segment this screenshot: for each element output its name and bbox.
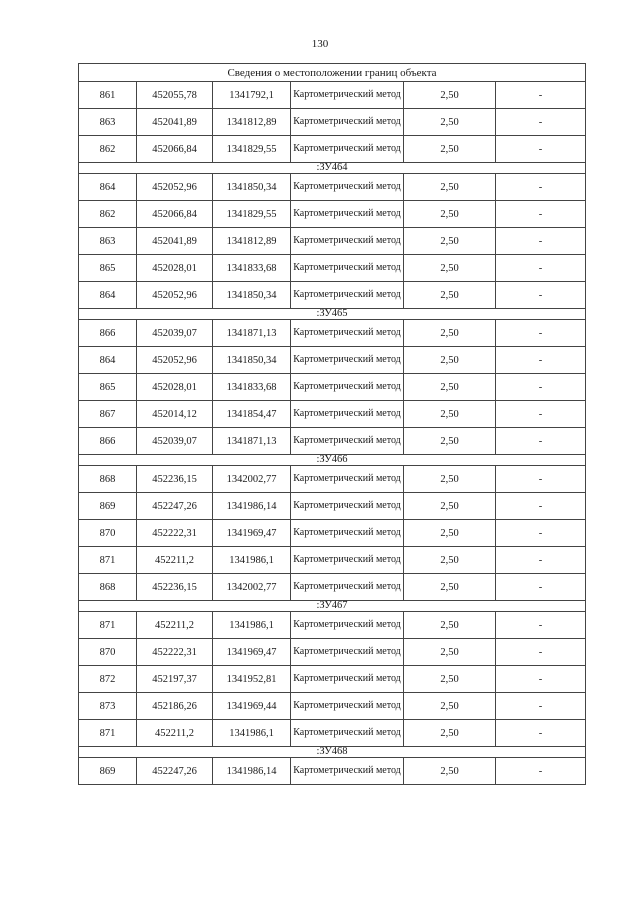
- table-row: [79, 758, 586, 785]
- note-cell: -: [496, 320, 586, 347]
- coordinate-x-cell: 452041,89: [137, 109, 213, 136]
- table-row: [79, 255, 586, 282]
- table-row: [79, 574, 586, 601]
- section-title: :ЗУ464: [79, 163, 586, 174]
- accuracy-cell: 2,50: [404, 255, 496, 282]
- point-number-cell: 871: [79, 612, 137, 639]
- coordinate-x-cell: 452197,37: [137, 666, 213, 693]
- section-title: :ЗУ465: [79, 309, 586, 320]
- point-number-cell: 863: [79, 109, 137, 136]
- coordinate-x-cell: 452222,31: [137, 520, 213, 547]
- point-number-cell: 862: [79, 136, 137, 163]
- coordinate-y-cell: 1341854,47: [213, 401, 291, 428]
- accuracy-cell: 2,50: [404, 612, 496, 639]
- note-cell: -: [496, 466, 586, 493]
- accuracy-cell: 2,50: [404, 174, 496, 201]
- coordinate-y-cell: 1341829,55: [213, 201, 291, 228]
- accuracy-cell: 2,50: [404, 347, 496, 374]
- coordinate-x-cell: 452236,15: [137, 466, 213, 493]
- table-header-row: [79, 64, 586, 82]
- coordinate-x-cell: 452236,15: [137, 574, 213, 601]
- page-number: 130: [311, 38, 329, 50]
- coordinate-x-cell: 452066,84: [137, 136, 213, 163]
- accuracy-cell: 2,50: [404, 374, 496, 401]
- table-row: [79, 109, 586, 136]
- section-title: :ЗУ466: [79, 455, 586, 466]
- coordinate-x-cell: 452028,01: [137, 255, 213, 282]
- coordinate-y-cell: 1342002,77: [213, 466, 291, 493]
- section-row: [79, 747, 586, 758]
- method-cell: Картометрический метод: [291, 466, 404, 493]
- point-number-cell: 866: [79, 428, 137, 455]
- coordinate-y-cell: 1341850,34: [213, 174, 291, 201]
- table-row: [79, 493, 586, 520]
- method-cell: Картометрический метод: [291, 428, 404, 455]
- table-row: [79, 612, 586, 639]
- accuracy-cell: 2,50: [404, 639, 496, 666]
- note-cell: -: [496, 228, 586, 255]
- point-number-cell: 863: [79, 228, 137, 255]
- coordinate-y-cell: 1341833,68: [213, 374, 291, 401]
- section-row: [79, 455, 586, 466]
- table-row: [79, 693, 586, 720]
- coordinate-y-cell: 1341792,1: [213, 82, 291, 109]
- note-cell: -: [496, 136, 586, 163]
- accuracy-cell: 2,50: [404, 720, 496, 747]
- coordinate-y-cell: 1342002,77: [213, 574, 291, 601]
- accuracy-cell: 2,50: [404, 201, 496, 228]
- coordinate-x-cell: 452052,96: [137, 347, 213, 374]
- accuracy-cell: 2,50: [404, 574, 496, 601]
- coordinate-x-cell: 452186,26: [137, 693, 213, 720]
- note-cell: -: [496, 174, 586, 201]
- method-cell: Картометрический метод: [291, 201, 404, 228]
- coordinate-x-cell: 452039,07: [137, 320, 213, 347]
- note-cell: -: [496, 639, 586, 666]
- section-row: [79, 309, 586, 320]
- boundary-table: [78, 63, 586, 785]
- method-cell: Картометрический метод: [291, 347, 404, 374]
- coordinate-x-cell: 452041,89: [137, 228, 213, 255]
- point-number-cell: 862: [79, 201, 137, 228]
- point-number-cell: 867: [79, 401, 137, 428]
- coordinate-y-cell: 1341986,1: [213, 612, 291, 639]
- accuracy-cell: 2,50: [404, 666, 496, 693]
- section-row: [79, 163, 586, 174]
- point-number-cell: 864: [79, 282, 137, 309]
- table-row: [79, 282, 586, 309]
- point-number-cell: 871: [79, 547, 137, 574]
- note-cell: -: [496, 374, 586, 401]
- method-cell: Картометрический метод: [291, 136, 404, 163]
- coordinate-x-cell: 452014,12: [137, 401, 213, 428]
- table-header: Сведения о местоположении границ объекта: [79, 64, 586, 82]
- method-cell: Картометрический метод: [291, 720, 404, 747]
- accuracy-cell: 2,50: [404, 466, 496, 493]
- coordinate-y-cell: 1341829,55: [213, 136, 291, 163]
- coordinate-x-cell: 452222,31: [137, 639, 213, 666]
- coordinate-x-cell: 452052,96: [137, 174, 213, 201]
- note-cell: -: [496, 347, 586, 374]
- table-row: [79, 136, 586, 163]
- table-row: [79, 428, 586, 455]
- point-number-cell: 861: [79, 82, 137, 109]
- coordinate-y-cell: 1341952,81: [213, 666, 291, 693]
- note-cell: -: [496, 520, 586, 547]
- table-row: [79, 201, 586, 228]
- method-cell: Картометрический метод: [291, 758, 404, 785]
- note-cell: -: [496, 612, 586, 639]
- accuracy-cell: 2,50: [404, 228, 496, 255]
- table-row: [79, 82, 586, 109]
- note-cell: -: [496, 493, 586, 520]
- point-number-cell: 871: [79, 720, 137, 747]
- section-row: [79, 601, 586, 612]
- coordinate-x-cell: 452211,2: [137, 612, 213, 639]
- point-number-cell: 869: [79, 493, 137, 520]
- note-cell: -: [496, 255, 586, 282]
- method-cell: Картометрический метод: [291, 693, 404, 720]
- method-cell: Картометрический метод: [291, 666, 404, 693]
- coordinate-y-cell: 1341986,1: [213, 720, 291, 747]
- coordinate-y-cell: 1341969,47: [213, 520, 291, 547]
- table-row: [79, 228, 586, 255]
- table-row: [79, 666, 586, 693]
- note-cell: -: [496, 82, 586, 109]
- point-number-cell: 870: [79, 639, 137, 666]
- coordinate-x-cell: 452028,01: [137, 374, 213, 401]
- method-cell: Картометрический метод: [291, 282, 404, 309]
- point-number-cell: 870: [79, 520, 137, 547]
- point-number-cell: 865: [79, 255, 137, 282]
- note-cell: -: [496, 109, 586, 136]
- point-number-cell: 864: [79, 174, 137, 201]
- note-cell: -: [496, 547, 586, 574]
- method-cell: Картометрический метод: [291, 255, 404, 282]
- coordinate-x-cell: 452066,84: [137, 201, 213, 228]
- method-cell: Картометрический метод: [291, 639, 404, 666]
- section-title: :ЗУ468: [79, 747, 586, 758]
- note-cell: -: [496, 401, 586, 428]
- accuracy-cell: 2,50: [404, 493, 496, 520]
- point-number-cell: 866: [79, 320, 137, 347]
- method-cell: Картометрический метод: [291, 174, 404, 201]
- note-cell: -: [496, 574, 586, 601]
- table-row: [79, 466, 586, 493]
- table-row: [79, 374, 586, 401]
- table-row: [79, 639, 586, 666]
- table-row: [79, 320, 586, 347]
- method-cell: Картометрический метод: [291, 547, 404, 574]
- method-cell: Картометрический метод: [291, 401, 404, 428]
- accuracy-cell: 2,50: [404, 428, 496, 455]
- table-row: [79, 547, 586, 574]
- method-cell: Картометрический метод: [291, 520, 404, 547]
- accuracy-cell: 2,50: [404, 282, 496, 309]
- accuracy-cell: 2,50: [404, 758, 496, 785]
- point-number-cell: 864: [79, 347, 137, 374]
- accuracy-cell: 2,50: [404, 547, 496, 574]
- table-row: [79, 347, 586, 374]
- section-title: :ЗУ467: [79, 601, 586, 612]
- note-cell: -: [496, 428, 586, 455]
- accuracy-cell: 2,50: [404, 401, 496, 428]
- method-cell: Картометрический метод: [291, 82, 404, 109]
- coordinate-y-cell: 1341850,34: [213, 282, 291, 309]
- point-number-cell: 872: [79, 666, 137, 693]
- method-cell: Картометрический метод: [291, 493, 404, 520]
- note-cell: -: [496, 666, 586, 693]
- coordinate-x-cell: 452247,26: [137, 758, 213, 785]
- coordinate-x-cell: 452039,07: [137, 428, 213, 455]
- method-cell: Картометрический метод: [291, 612, 404, 639]
- method-cell: Картометрический метод: [291, 109, 404, 136]
- table-row: [79, 401, 586, 428]
- method-cell: Картометрический метод: [291, 320, 404, 347]
- coordinate-y-cell: 1341871,13: [213, 320, 291, 347]
- coordinate-x-cell: 452247,26: [137, 493, 213, 520]
- coordinate-y-cell: 1341871,13: [213, 428, 291, 455]
- coordinate-x-cell: 452052,96: [137, 282, 213, 309]
- note-cell: -: [496, 693, 586, 720]
- point-number-cell: 873: [79, 693, 137, 720]
- accuracy-cell: 2,50: [404, 109, 496, 136]
- coordinate-y-cell: 1341850,34: [213, 347, 291, 374]
- coordinate-y-cell: 1341986,14: [213, 758, 291, 785]
- method-cell: Картометрический метод: [291, 374, 404, 401]
- coordinate-y-cell: 1341986,14: [213, 493, 291, 520]
- coordinate-y-cell: 1341812,89: [213, 228, 291, 255]
- accuracy-cell: 2,50: [404, 320, 496, 347]
- note-cell: -: [496, 720, 586, 747]
- table-row: [79, 520, 586, 547]
- coordinate-x-cell: 452211,2: [137, 720, 213, 747]
- coordinate-y-cell: 1341969,44: [213, 693, 291, 720]
- point-number-cell: 868: [79, 466, 137, 493]
- note-cell: -: [496, 201, 586, 228]
- method-cell: Картометрический метод: [291, 228, 404, 255]
- point-number-cell: 869: [79, 758, 137, 785]
- coordinate-y-cell: 1341969,47: [213, 639, 291, 666]
- coordinate-y-cell: 1341986,1: [213, 547, 291, 574]
- accuracy-cell: 2,50: [404, 693, 496, 720]
- table-row: [79, 174, 586, 201]
- accuracy-cell: 2,50: [404, 520, 496, 547]
- point-number-cell: 868: [79, 574, 137, 601]
- coordinate-x-cell: 452055,78: [137, 82, 213, 109]
- accuracy-cell: 2,50: [404, 82, 496, 109]
- table-row: [79, 720, 586, 747]
- coordinate-x-cell: 452211,2: [137, 547, 213, 574]
- accuracy-cell: 2,50: [404, 136, 496, 163]
- note-cell: -: [496, 758, 586, 785]
- note-cell: -: [496, 282, 586, 309]
- point-number-cell: 865: [79, 374, 137, 401]
- coordinate-y-cell: 1341812,89: [213, 109, 291, 136]
- method-cell: Картометрический метод: [291, 574, 404, 601]
- coordinate-y-cell: 1341833,68: [213, 255, 291, 282]
